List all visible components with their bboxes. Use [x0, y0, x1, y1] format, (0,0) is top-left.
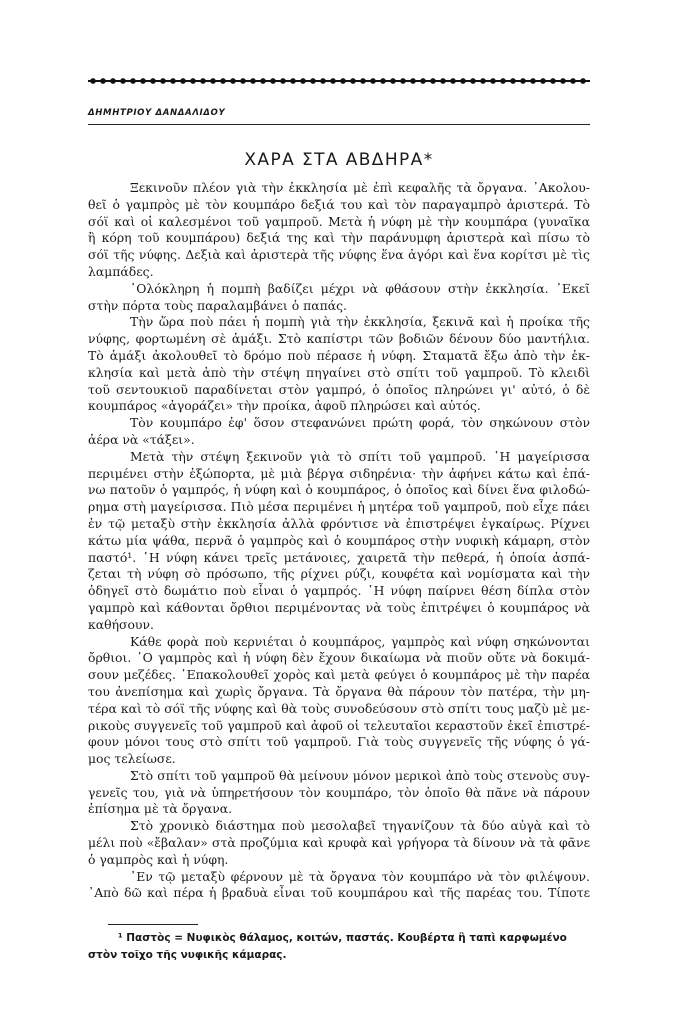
text-line: ζεται τὴ νύφη σὸ πρόσωπο, τῆς ρίχνει ρύζι, κουφέτα καὶ νομίσματα καὶ τὴν — [88, 566, 590, 582]
text-line: του ἀνεπίσημα καὶ χωρὶς ὄργανα. Τὰ ὄργανα θὰ πάρουν τὸν πατέρα, τὴν μη- — [88, 683, 590, 699]
text-line: ἐπίσημα μὲ τὰ ὄργανα. — [88, 801, 233, 817]
text-line: καθήσουν. — [88, 616, 154, 632]
text-line: ᾿Ολόκληρη ἡ πομπὴ βαδίζει μέχρι νὰ φθάσουν στὴν ἐκκλησία. ᾿Εκεῖ — [130, 280, 590, 296]
text-line: Τὸν κουμπάρο ἐφ' ὅσον στεφανώνει πρώτη φορά, τὸν σηκώνουν στὸν — [130, 415, 590, 431]
text-line: Στὸ χρονικὸ διάστημα ποὺ μεσολαβεῖ τηγανίζουν τὰ δύο αὐγὰ καὶ τὸ — [130, 818, 590, 834]
text-line: ρικοὺς συγγενεῖς τοῦ γαμπροῦ καὶ ἀφοῦ οἱ τελευταῖοι κεραστοῦν ἐκεῖ ἐπιστρέ- — [88, 717, 590, 733]
text-line: Ξεκινοῦν πλέον γιὰ τὴν ἐκκλησία μὲ ἐπὶ κεφαλῆς τὰ ὄργανα. ᾿Ακολου- — [130, 180, 590, 195]
text-line: νύφης, φορτωμένη σὲ ἁμάξι. Στὸ καπίστρι τῶν βοδιῶν δένουν δύο μαντήλια. — [88, 331, 590, 347]
text-line: γενεῖς του, γιὰ νὰ ὑπηρετήσουν τὸν κουμπάρο, τὸν ὁποῖο θὰ πᾶνε νὰ πάρουν — [88, 784, 590, 800]
text-line: κουμπάρος «ἀγοράζει» τὴν προίκα, ἀφοῦ πληρώσει καὶ αὐτός. — [88, 398, 481, 414]
decorative-border — [88, 74, 590, 88]
text-line: μος τελείωσε. — [88, 751, 176, 767]
text-line: ᾿Εν τῷ μεταξὺ φέρνουν μὲ τὰ ὄργανα τὸν κουμπάρο νὰ τὸν φιλέψουν. — [130, 868, 590, 884]
text-line: φουν μόνοι τους στὸ σπίτι τοῦ γαμπροῦ. Γιὰ τοὺς συγγενεῖς τῆς νύφης ὁ γά- — [88, 734, 590, 750]
text-line: μέλι ποὺ «ἔβαλαν» στὰ προζύμια καὶ κρυφὰ καὶ γρήγορα τὰ δίνουν νὰ τὰ φᾶνε — [88, 835, 590, 851]
text-line: Κάθε φορὰ ποὺ κερνιέται ὁ κουμπάρος, γαμπρὸς καὶ νύφη σηκώνονται — [130, 633, 590, 649]
article-title: ΧΑΡΑ ΣΤΑ ΑΒΔΗΡΑ* — [244, 150, 434, 170]
text-line: ὁ γαμπρὸς καὶ ἡ νύφη. — [88, 851, 229, 867]
text-line: τοῦ σεντουκιοῦ παραδίνεται στὸν γαμπρό, ὁ ὁποῖος πληρώνει γι' αὐτό, ὁ δὲ — [88, 381, 590, 397]
text-line: σουν μεζέδες. ᾿Επακολουθεῖ χορὸς καὶ μετὰ φεύγει ὁ κουμπάρος μὲ τὴν παρέα — [88, 667, 590, 683]
text-line: τέρα καὶ τὸ σόϊ τῆς νύφης καὶ θὰ τοὺς συνοδεύσουν στὸ σπίτι τους μαζὺ μὲ με- — [88, 700, 590, 716]
text-line: σόϊ τῆς νύφης. Δεξιὰ καὶ ἀριστερὰ τῆς νύφης ἕνα ἀγόρι καὶ ἕνα κορίτσι μὲ τὶς — [88, 247, 590, 263]
text-line: κλησία καὶ μετὰ ἀπὸ τὴν στέψη πηγαίνει στὸ σπίτι τοῦ γαμπροῦ. Τὸ κλειδὶ — [88, 364, 590, 380]
text-line: Τὴν ὥρα ποὺ πάει ἡ πομπὴ γιὰ τὴν ἐκκλησία, ξεκινᾶ καὶ ἡ προίκα τῆς — [130, 314, 590, 330]
author-name: ΔΗΜΗΤΡΙΟΥ ΔΑΝΔΑΛΙΔΟΥ — [88, 108, 226, 118]
text-line: σόϊ καὶ οἱ καλεσμένοι τοῦ γαμπροῦ. Μετὰ ἡ νύφη μὲ τὴν κουμπάρα (γυναῖκα — [88, 213, 590, 229]
text-line: ᾿Απὸ δῶ καὶ πέρα ἡ βραδυὰ εἶναι τοῦ κουμπάρου καὶ τῆς παρέας του. Τίποτε — [88, 885, 590, 901]
text-line: θεῖ ὁ γαμπρὸς μὲ τὸν κουμπάρο δεξιά του καὶ τὸν παραγαμπρὸ ἀριστερά. Τὸ — [88, 196, 590, 212]
text-line: ρημα στὴ μαγείρισσα. Πιὸ μέσα περιμένει ἡ μητέρα τοῦ γαμπροῦ, ποὺ εἶχε πάει — [88, 499, 590, 515]
text-line: ἐν τῷ μεταξὺ στὴν ἐκκλησία ἀλλὰ φρόντισε νὰ ἐπιστρέψει ἐγκαίρως. Ρίχνει — [88, 515, 590, 531]
text-line: περιμένει στὴν ἐξώπορτα, μὲ μιὰ βέργα σιδηρένια· τὴν ἀφήνει κάτω καὶ ἐπά- — [88, 465, 590, 481]
text-line: γαμπρὸ καὶ κάθονται ὄρθιοι περιμένοντας νὰ τοὺς ἐπιτρέψει ὁ κουμπάρος νὰ — [88, 599, 590, 615]
footnote-line: ¹ Παστὸς = Νυφικὸς θάλαμος, κοιτών, παστάς. Κουβέρτα ἢ ταπὶ καρφωμένο — [118, 932, 567, 944]
text-line: ὄρθιοι. ῾Ο γαμπρὸς καὶ ἡ νύφη δὲν ἔχουν δικαίωμα νὰ πιοῦν οὔτε νὰ δοκιμά- — [88, 650, 590, 666]
header-divider — [88, 124, 590, 125]
text-line: στὴν πόρτα τοὺς παραλαμβάνει ὁ παπάς. — [88, 297, 347, 313]
article-body — [88, 180, 590, 902]
text-line: ἀέρα νὰ «τάξει». — [88, 431, 195, 447]
text-line: Τὸ ἁμάξι ἀκολουθεῖ τὸ δρόμο ποὺ πέρασε ἡ νύφη. Σταματᾶ ἔξω ἀπὸ τὴν ἐκ- — [88, 347, 590, 363]
text-line: Στὸ σπίτι τοῦ γαμπροῦ θὰ μείνουν μόνον μερικοὶ ἀπὸ τοὺς στενοὺς συγ- — [130, 767, 590, 783]
text-line: κάτω μία ψάθα, περνᾶ ὁ γαμπρὸς καὶ ὁ κουμπάρος στὴν νυφικὴ κάμαρη, στὸν — [88, 532, 590, 548]
text-line: παστό¹. ῾Η νύφη κάνει τρεῖς μετάνοιες, χαιρετᾶ τὴν πεθερά, ἡ ὁποία ἀσπά- — [88, 549, 590, 565]
footnote-line: στὸν τοῖχο τῆς νυφικῆς κάμαρας. — [88, 949, 287, 961]
text-line: ἢ κόρη τοῦ κουμπάρου) δεξιά της καὶ τὴν παράνυμφη ἀριστερὰ καὶ πίσω τὸ — [88, 230, 590, 246]
text-line: λαμπάδες. — [88, 263, 154, 279]
text-line: νω πατοῦν ὁ γαμπρός, ἡ νύφη καὶ ὁ κουμπάρος, ὁ ὁποῖος καὶ δίνει ἕνα φιλοδώ- — [88, 482, 590, 498]
footnote — [88, 930, 590, 964]
text-line: Μετὰ τὴν στέψη ξεκινοῦν γιὰ τὸ σπίτι τοῦ γαμπροῦ. ῾Η μαγείρισσα — [130, 448, 590, 464]
footnote-divider — [108, 924, 198, 925]
text-line: ὁδηγεῖ στὸ δωμάτιο ποὺ εἶναι ὁ γαμπρός. ῾Η νύφη παίρνει θέση δίπλα στὸν — [88, 583, 590, 599]
